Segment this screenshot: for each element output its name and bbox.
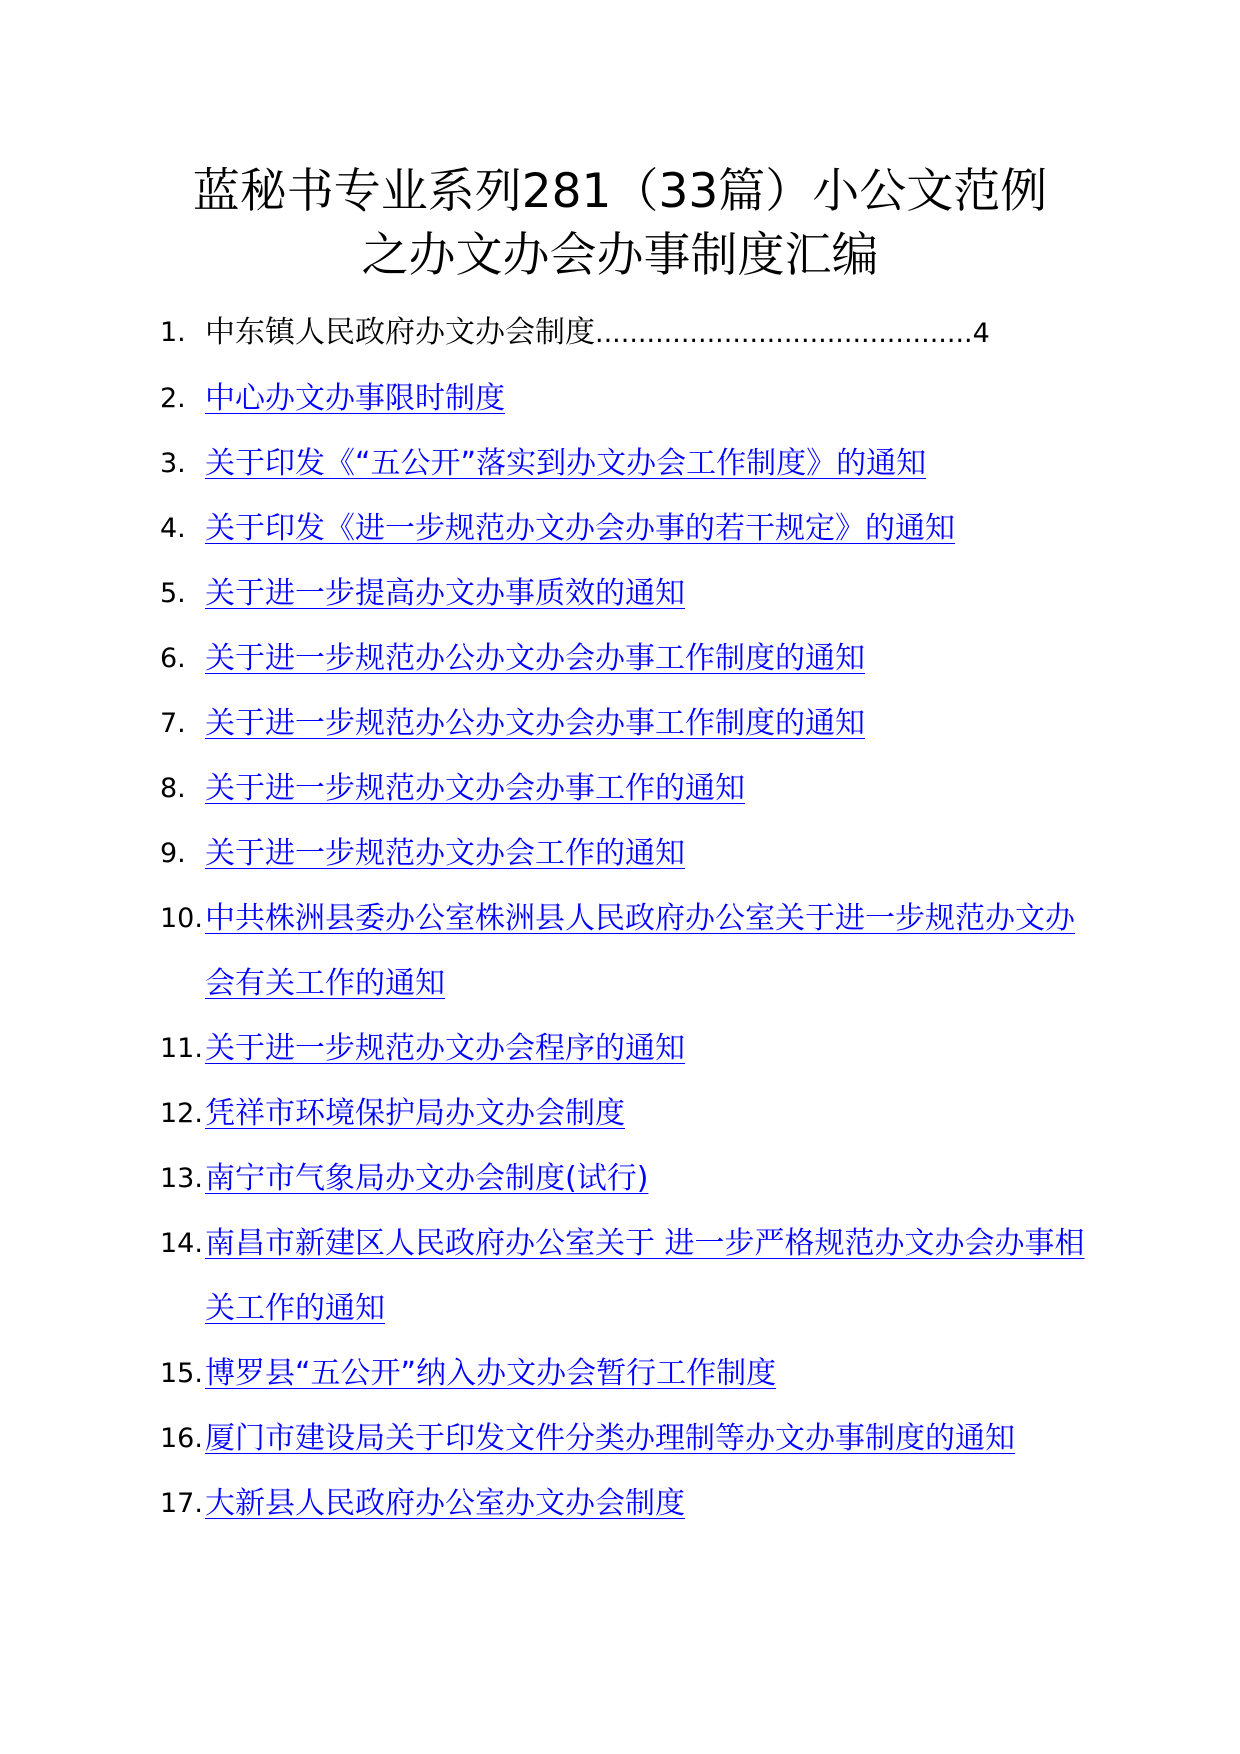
toc-item-13[interactable]	[160, 1146, 1100, 1211]
toc-item-number: 1.	[160, 317, 186, 348]
toc-item-link[interactable]: 关于进一步规范办文办会工作的通知	[205, 836, 685, 871]
toc-item-number: 3.	[160, 448, 186, 479]
toc-item-number: 5.	[160, 578, 186, 609]
toc-item-number: 15.	[160, 1358, 203, 1389]
toc-item-link[interactable]: 关于进一步规范办文办会办事工作的通知	[205, 771, 745, 806]
table-of-contents	[160, 300, 1100, 1536]
toc-item-number: 17.	[160, 1488, 203, 1519]
toc-page-number: 4	[972, 318, 990, 349]
toc-item-15[interactable]	[160, 1341, 1100, 1406]
toc-item-link[interactable]: 中心办文办事限时制度	[205, 381, 505, 416]
toc-item-number: 16.	[160, 1423, 203, 1454]
toc-item-8[interactable]	[160, 756, 1100, 821]
toc-item-7[interactable]	[160, 691, 1100, 756]
toc-leader-dots: ............................................	[595, 318, 973, 349]
toc-item-link[interactable]: 关于进一步提高办文办事质效的通知	[205, 576, 685, 611]
toc-item-number: 14.	[160, 1228, 203, 1259]
toc-item-number: 2.	[160, 383, 186, 414]
toc-item-link[interactable]: 关于印发《进一步规范办文办会办事的若干规定》的通知	[205, 511, 955, 546]
toc-item-link[interactable]: 关于进一步规范办文办会程序的通知	[205, 1031, 685, 1066]
toc-item-link[interactable]: 南宁市气象局办文办会制度(试行)	[205, 1161, 649, 1196]
toc-item-12[interactable]	[160, 1081, 1100, 1146]
title-line-2: 之办文办会办事制度汇编	[361, 228, 879, 283]
toc-item-6[interactable]	[160, 626, 1100, 691]
toc-item-link[interactable]: 南昌市新建区人民政府办公室关于 进一步严格规范办文办会办事相关工作的通知	[205, 1226, 1085, 1326]
toc-item-link[interactable]: 关于进一步规范办公办文办会办事工作制度的通知	[205, 641, 865, 676]
toc-item-9[interactable]	[160, 821, 1100, 886]
toc-item-number: 13.	[160, 1163, 203, 1194]
toc-item-link[interactable]: 大新县人民政府办公室办文办会制度	[205, 1486, 685, 1521]
toc-item-link[interactable]: 博罗县“五公开”纳入办文办会暂行工作制度	[205, 1356, 777, 1391]
toc-item-link[interactable]: 中共株洲县委办公室株洲县人民政府办公室关于进一步规范办文办会有关工作的通知	[205, 901, 1075, 1001]
toc-item-number: 7.	[160, 708, 186, 739]
toc-item-link[interactable]: 关于进一步规范办公办文办会办事工作制度的通知	[205, 706, 865, 741]
toc-item-number: 8.	[160, 773, 186, 804]
toc-item-link[interactable]: 凭祥市环境保护局办文办会制度	[205, 1096, 625, 1131]
toc-item-number: 10.	[160, 903, 203, 934]
toc-item-number: 4.	[160, 513, 186, 544]
toc-item-text: 中东镇人民政府办文办会制度	[205, 315, 595, 350]
toc-item-number: 12.	[160, 1098, 203, 1129]
toc-item-14[interactable]	[160, 1211, 1100, 1341]
toc-item-number: 9.	[160, 838, 186, 869]
toc-item-link[interactable]: 厦门市建设局关于印发文件分类办理制等办文办事制度的通知	[205, 1421, 1015, 1456]
document-title	[140, 160, 1100, 288]
toc-item-2[interactable]	[160, 366, 1100, 431]
toc-item-17[interactable]	[160, 1471, 1100, 1536]
toc-item-1	[160, 300, 1100, 366]
toc-item-3[interactable]	[160, 431, 1100, 496]
toc-item-link[interactable]: 关于印发《“五公开”落实到办文办会工作制度》的通知	[205, 446, 927, 481]
toc-item-10[interactable]	[160, 886, 1100, 1016]
toc-item-5[interactable]	[160, 561, 1100, 626]
toc-item-number: 11.	[160, 1033, 203, 1064]
title-line-1: 蓝秘书专业系列281（33篇）小公文范例	[192, 164, 1048, 219]
toc-item-number: 6.	[160, 643, 186, 674]
toc-item-11[interactable]	[160, 1016, 1100, 1081]
toc-item-16[interactable]	[160, 1406, 1100, 1471]
toc-item-4[interactable]	[160, 496, 1100, 561]
